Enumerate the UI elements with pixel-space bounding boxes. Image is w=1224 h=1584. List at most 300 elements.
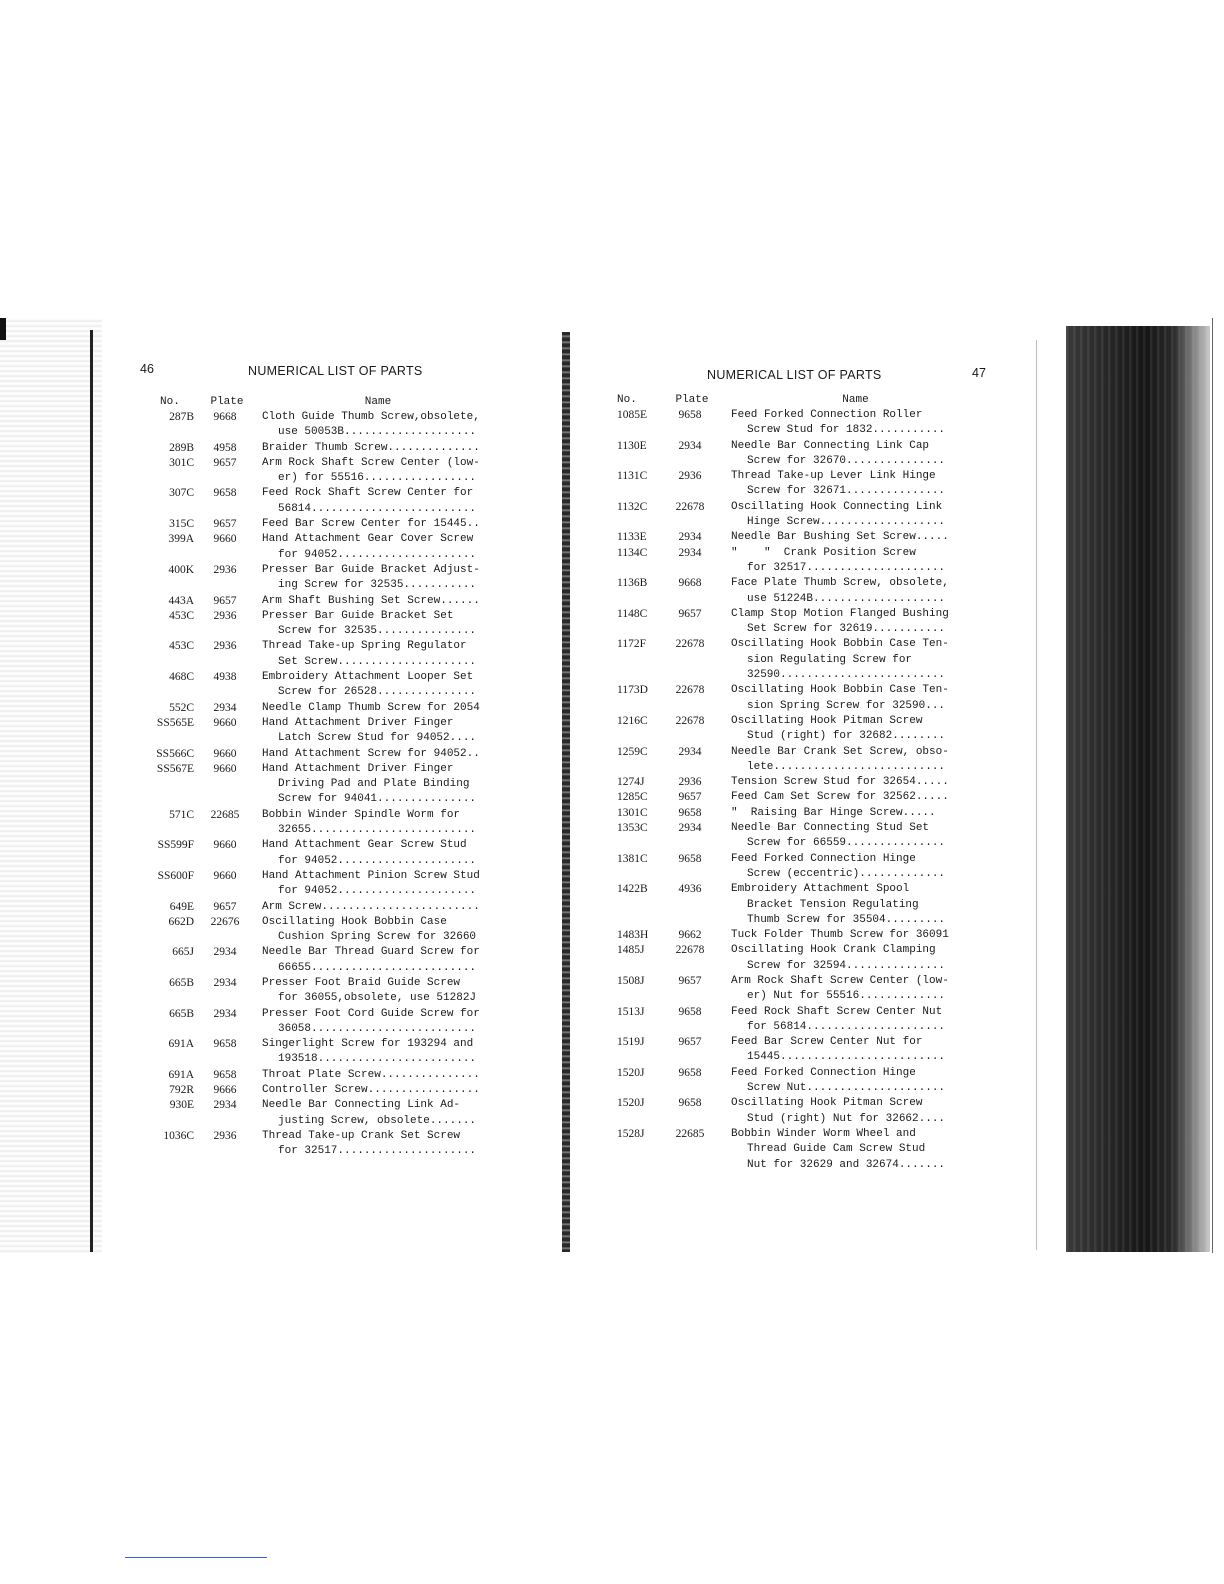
part-name-line: Nut for 32629 and 32674.......	[747, 1158, 946, 1171]
part-name	[250, 701, 500, 716]
table-row	[140, 670, 500, 701]
plate-number: 9668	[213, 411, 237, 423]
part-name-line: Embroidery Attachment Spool	[731, 883, 910, 896]
part-name-line: Bracket Tension Regulating	[747, 898, 919, 911]
plate-number: 9657	[678, 974, 702, 987]
part-number: 691A	[168, 1038, 194, 1051]
part-name-line: Needle Bar Connecting Link Ad-	[262, 1099, 461, 1112]
part-number: 1485J	[617, 944, 645, 957]
part-name	[725, 974, 990, 1005]
table-row	[140, 838, 500, 869]
part-number: 1301C	[617, 806, 648, 819]
table-row	[605, 530, 990, 545]
part-name	[725, 607, 990, 638]
part-name	[250, 716, 500, 747]
part-name-line: Thread Take-up Crank Set Screw	[262, 1129, 461, 1142]
table-row	[605, 928, 990, 943]
plate-number: 4958	[213, 441, 237, 454]
part-name-line: Presser Bar Guide Bracket Set	[262, 609, 454, 622]
part-number: 662D	[168, 915, 194, 928]
part-name-line: Feed Forked Connection Hinge	[731, 1066, 916, 1079]
part-name	[250, 563, 500, 594]
column-headers	[605, 394, 990, 408]
part-name-line: Tension Screw Stud for 32654.....	[731, 776, 949, 789]
part-number: 400K	[168, 563, 194, 576]
part-number: 1130E	[617, 439, 647, 452]
plate-number: 9658	[213, 1038, 237, 1051]
table-row	[605, 821, 990, 852]
plate-number: 9660	[213, 762, 237, 775]
plate-number: 9657	[678, 607, 702, 620]
plate-number: 2936	[213, 1129, 237, 1142]
part-name-line: Thread Guide Cam Screw Stud	[747, 1143, 926, 1156]
plate-number: 22685	[675, 1127, 705, 1140]
table-row	[140, 1007, 500, 1038]
bottom-link-underline	[125, 1557, 267, 1558]
part-name-line: Arm Shaft Bushing Set Screw......	[262, 594, 480, 607]
plate-number: 9660	[213, 869, 237, 882]
plate-number: 2934	[213, 946, 237, 959]
part-name	[725, 469, 990, 500]
book-gutter	[562, 332, 570, 1252]
part-name-line: " Raising Bar Hinge Screw.....	[731, 806, 936, 819]
plate-number: 9658	[678, 806, 702, 819]
part-number: 1134C	[617, 546, 648, 559]
part-name-line: Cushion Spring Screw for 32660	[278, 931, 477, 944]
part-number: 930E	[169, 1099, 194, 1112]
part-name-line: Oscillating Hook Bobbin Case Ten-	[731, 684, 949, 697]
scan-left-edge	[0, 318, 102, 1253]
part-name-line: Driving Pad and Plate Binding	[278, 778, 470, 791]
right-page-header	[605, 366, 990, 386]
plate-number: 9666	[213, 1084, 237, 1097]
part-number: 468C	[169, 671, 194, 684]
part-name	[725, 1127, 990, 1173]
part-name-line: Face Plate Thumb Screw, obsolete,	[731, 577, 949, 590]
part-name	[725, 1066, 990, 1097]
part-name	[250, 1129, 500, 1160]
part-name	[250, 808, 500, 839]
plate-number: 2936	[213, 640, 237, 653]
part-number: 1422B	[617, 883, 648, 896]
table-row	[140, 639, 500, 670]
part-name	[250, 1007, 500, 1038]
part-number: 1353C	[617, 822, 648, 835]
part-name-line: Thread Take-up Spring Regulator	[262, 640, 467, 653]
part-name-line: Bobbin Winder Spindle Worm for	[262, 808, 461, 821]
table-row	[140, 900, 500, 915]
part-name-line: Oscillating Hook Crank Clamping	[731, 944, 936, 957]
part-name-line: 15445.........................	[747, 1051, 946, 1064]
table-row	[605, 714, 990, 745]
part-name	[725, 408, 990, 439]
plate-number: 9657	[213, 518, 237, 531]
column-header-name: Name	[364, 396, 392, 408]
part-name-line: Clamp Stop Motion Flanged Bushing	[731, 607, 949, 620]
part-name-line: Stud (right) Nut for 32662....	[747, 1112, 946, 1125]
part-number: 792R	[169, 1084, 194, 1097]
part-number: 1274J	[617, 776, 645, 789]
plate-number: 9660	[213, 716, 237, 729]
part-name-line: Arm Screw........................	[262, 900, 480, 913]
plate-number: 9657	[678, 791, 702, 804]
part-name-line: Set Screw.....................	[278, 655, 477, 668]
table-row	[605, 500, 990, 531]
part-number: 1520J	[617, 1097, 645, 1110]
part-number: 443A	[168, 594, 194, 607]
part-name-line: Screw for 32594...............	[747, 959, 946, 972]
part-name	[250, 1037, 500, 1068]
part-name-line: Screw for 94041...............	[278, 793, 477, 806]
part-name-line: justing Screw, obsolete.......	[278, 1114, 477, 1127]
part-name-line: Screw for 32670...............	[747, 454, 946, 467]
part-name-line: 32655.........................	[278, 824, 477, 837]
left-page	[140, 362, 500, 1160]
part-name-line: Hand Attachment Screw for 94052..	[262, 747, 480, 760]
part-number: SS600F	[157, 869, 194, 882]
part-name-line: for 56814.....................	[747, 1020, 946, 1033]
part-name-line: Hand Attachment Gear Cover Screw	[262, 533, 474, 546]
table-row	[605, 1035, 990, 1066]
plate-number: 2934	[213, 1099, 237, 1112]
part-name	[725, 683, 990, 714]
part-number: 1519J	[617, 1036, 645, 1049]
part-name-line: Needle Bar Connecting Link Cap	[731, 439, 930, 452]
part-number: 453C	[169, 640, 194, 653]
part-number: 1148C	[617, 607, 648, 620]
part-name-line: Hand Attachment Driver Finger	[262, 716, 454, 729]
part-number: 571C	[169, 808, 194, 821]
table-row	[605, 408, 990, 439]
plate-number: 22678	[675, 714, 705, 727]
part-name-line: Controller Screw.................	[262, 1084, 480, 1097]
part-number: 1520J	[617, 1066, 645, 1079]
part-number: 1173D	[617, 684, 648, 697]
part-name-line: Feed Forked Connection Hinge	[731, 852, 916, 865]
part-name	[725, 821, 990, 852]
table-row	[605, 745, 990, 776]
left-page-header	[140, 362, 500, 382]
part-name-line: Braider Thumb Screw..............	[262, 441, 480, 454]
part-number: 691A	[168, 1068, 194, 1081]
table-row	[605, 607, 990, 638]
plate-number: 9668	[678, 577, 702, 590]
part-name-line: Feed Rock Shaft Screw Center Nut	[731, 1005, 943, 1018]
part-number: 1483H	[617, 929, 649, 942]
part-name-line: ing Screw for 32535...........	[278, 579, 477, 592]
part-number: SS599F	[157, 839, 194, 852]
part-name	[725, 1005, 990, 1036]
part-name	[250, 747, 500, 762]
part-name-line: use 50053B....................	[278, 426, 477, 439]
part-name	[725, 714, 990, 745]
part-name-line: Oscillating Hook Connecting Link	[731, 500, 943, 513]
table-row	[605, 576, 990, 607]
plate-number: 2934	[213, 1007, 237, 1020]
plate-number: 9658	[678, 1005, 702, 1018]
table-row	[605, 469, 990, 500]
table-row	[140, 716, 500, 747]
part-name-line: sion Spring Screw for 32590...	[747, 699, 946, 712]
page-number: 47	[972, 366, 986, 380]
part-name	[250, 486, 500, 517]
part-name	[250, 594, 500, 609]
plate-number: 2934	[213, 701, 237, 714]
plate-number: 9657	[213, 456, 237, 469]
part-name-line: Feed Rock Shaft Screw Center for	[262, 487, 474, 500]
table-row	[140, 441, 500, 456]
part-name-line: Arm Rock Shaft Screw Center (low-	[731, 974, 949, 987]
plate-number: 2934	[213, 976, 237, 989]
table-row	[140, 563, 500, 594]
part-number: 315C	[169, 518, 194, 531]
part-name	[250, 456, 500, 487]
part-name-line: Hand Attachment Pinion Screw Stud	[262, 869, 480, 882]
part-number: 1216C	[617, 714, 648, 727]
table-row	[605, 852, 990, 883]
part-name-line: Needle Clamp Thumb Screw for 2054	[262, 701, 480, 714]
part-number: 1132C	[617, 500, 648, 513]
part-name	[725, 806, 990, 821]
column-header-no: No.	[617, 394, 637, 406]
scan-right-dark-edge	[1066, 326, 1210, 1252]
part-name	[250, 410, 500, 441]
column-headers	[140, 396, 500, 410]
table-row	[140, 609, 500, 640]
part-number: 649E	[169, 900, 194, 913]
part-number: 1133E	[617, 531, 647, 544]
part-name-line: for 94052.....................	[278, 854, 477, 867]
part-name	[250, 915, 500, 946]
part-name-line: Embroidery Attachment Looper Set	[262, 671, 474, 684]
table-row	[140, 1068, 500, 1083]
part-number: 665B	[169, 1007, 194, 1020]
part-name	[250, 900, 500, 915]
column-header-plate: Plate	[210, 396, 244, 408]
part-name	[725, 1096, 990, 1127]
part-number: SS565E	[156, 716, 194, 729]
part-name	[250, 1098, 500, 1129]
part-number: 399A	[168, 533, 194, 546]
plate-number: 9660	[213, 747, 237, 760]
part-name	[725, 530, 990, 545]
table-row	[140, 1037, 500, 1068]
table-row	[140, 517, 500, 532]
part-name-line: Throat Plate Screw...............	[262, 1068, 480, 1081]
part-name-line: Arm Rock Shaft Screw Center (low-	[262, 456, 480, 469]
part-name	[725, 928, 990, 943]
part-name-line: Screw (eccentric).............	[747, 867, 946, 880]
column-header-plate: Plate	[675, 394, 709, 406]
part-name	[725, 439, 990, 470]
part-name	[250, 609, 500, 640]
plate-number: 2936	[678, 776, 702, 789]
part-name-line: for 32517.....................	[747, 561, 946, 574]
table-row	[605, 683, 990, 714]
part-name-line: Bobbin Winder Worm Wheel and	[731, 1127, 916, 1140]
part-name-line: lete..........................	[747, 760, 946, 773]
table-row	[140, 1083, 500, 1098]
part-number: 1036C	[163, 1129, 194, 1142]
part-name	[250, 1068, 500, 1083]
part-name	[725, 882, 990, 928]
part-name-line: Screw for 66559...............	[747, 837, 946, 850]
plate-number: 9658	[678, 1066, 702, 1079]
part-number: 1259C	[617, 745, 648, 758]
part-number: 1381C	[617, 852, 648, 865]
table-row	[140, 808, 500, 839]
part-name-line: er) for 55516.................	[278, 472, 477, 485]
part-name-line: for 36055,obsolete, use 51282J	[278, 992, 477, 1005]
parts-list	[140, 410, 500, 1160]
plate-number: 9658	[213, 487, 237, 500]
page-number: 46	[140, 362, 154, 376]
part-name	[725, 546, 990, 577]
part-name-line: Feed Bar Screw Center Nut for	[731, 1036, 923, 1049]
plate-number: 22685	[210, 808, 240, 821]
plate-number: 2934	[678, 822, 702, 835]
part-name	[725, 745, 990, 776]
table-row	[605, 775, 990, 790]
table-row	[605, 806, 990, 821]
part-number: 307C	[169, 487, 194, 500]
part-name	[725, 637, 990, 683]
part-name-line: Screw Stud for 1832...........	[747, 424, 946, 437]
plate-number: 9657	[213, 900, 237, 913]
table-row	[605, 546, 990, 577]
table-row	[605, 637, 990, 683]
part-name-line: Needle Bar Crank Set Screw, obso-	[731, 745, 949, 758]
table-row	[140, 594, 500, 609]
part-number: 1131C	[617, 470, 648, 483]
table-row	[605, 1066, 990, 1097]
part-name-line: 56814.........................	[278, 502, 477, 515]
part-number: 1172F	[617, 638, 646, 651]
part-name	[725, 576, 990, 607]
plate-number: 9657	[213, 594, 237, 607]
part-name-line: Oscillating Hook Bobbin Case Ten-	[731, 638, 949, 651]
plate-number: 9658	[678, 852, 702, 865]
part-number: 665J	[172, 946, 194, 959]
table-row	[140, 869, 500, 900]
part-name-line: Needle Bar Connecting Stud Set	[731, 822, 930, 835]
part-number: SS567E	[156, 762, 194, 775]
plate-number: 22678	[675, 500, 705, 513]
part-name-line: Stud (right) for 32682........	[747, 730, 946, 743]
plate-number: 2936	[678, 470, 702, 483]
part-number: 1528J	[617, 1127, 645, 1140]
part-name-line: 66655.........................	[278, 961, 477, 974]
part-name	[250, 639, 500, 670]
plate-number: 9658	[213, 1068, 237, 1081]
plate-number: 2936	[213, 609, 237, 622]
part-name-line: use 51224B....................	[747, 592, 946, 605]
plate-number: 22678	[675, 684, 705, 697]
plate-number: 4936	[678, 883, 702, 896]
part-name-line: Screw for 26528...............	[278, 686, 477, 699]
plate-number: 2934	[678, 531, 702, 544]
table-row	[140, 976, 500, 1007]
part-name-line: Tuck Folder Thumb Screw for 36091	[731, 929, 949, 942]
plate-number: 22678	[675, 944, 705, 957]
plate-number: 9657	[678, 1036, 702, 1049]
part-name	[250, 762, 500, 808]
plate-number: 9658	[678, 1097, 702, 1110]
plate-number: 22678	[675, 638, 705, 651]
part-name	[250, 670, 500, 701]
table-row	[140, 456, 500, 487]
part-name-line: 32590.........................	[747, 669, 946, 682]
part-name-line: Cloth Guide Thumb Screw,obsolete,	[262, 411, 480, 423]
part-number: SS566C	[156, 747, 194, 760]
part-name-line: Singerlight Screw for 193294 and	[262, 1038, 474, 1051]
part-name-line: Presser Foot Cord Guide Screw for	[262, 1007, 480, 1020]
part-name	[725, 775, 990, 790]
table-row	[605, 974, 990, 1005]
table-row	[605, 1096, 990, 1127]
table-row	[140, 747, 500, 762]
part-name-line: " " Crank Position Screw	[731, 546, 916, 559]
part-number: 1285C	[617, 791, 648, 804]
table-row	[140, 762, 500, 808]
part-name-line: Feed Forked Connection Roller	[731, 409, 923, 421]
part-name-line: Needle Bar Bushing Set Screw.....	[731, 531, 949, 544]
plate-number: 2934	[678, 546, 702, 559]
plate-number: 9660	[213, 839, 237, 852]
part-number: 289B	[169, 441, 194, 454]
part-name-line: for 94052.....................	[278, 885, 477, 898]
part-number: 665B	[169, 976, 194, 989]
table-row	[605, 882, 990, 928]
part-name	[250, 945, 500, 976]
part-name	[725, 790, 990, 805]
plate-number: 2934	[678, 439, 702, 452]
part-name-line: Screw for 32671...............	[747, 485, 946, 498]
table-row	[605, 790, 990, 805]
column-header-no: No.	[160, 396, 180, 408]
part-name	[250, 517, 500, 532]
part-name-line: Feed Bar Screw Center for 15445..	[262, 518, 480, 531]
part-name-line: for 94052.....................	[278, 548, 477, 561]
part-number: 287B	[169, 411, 194, 423]
part-name	[250, 532, 500, 563]
part-name-line: Thread Take-up Lever Link Hinge	[731, 470, 936, 483]
part-number: 1136B	[617, 577, 648, 590]
part-name-line: Oscillating Hook Bobbin Case	[262, 915, 447, 928]
table-row	[140, 701, 500, 716]
plate-number: 22676	[210, 915, 240, 928]
plate-number: 9662	[678, 929, 702, 942]
running-head: NUMERICAL LIST OF PARTS	[248, 364, 423, 378]
table-row	[140, 1129, 500, 1160]
part-name-line: Screw for 32535...............	[278, 625, 477, 638]
part-name-line: Needle Bar Thread Guard Screw for	[262, 946, 480, 959]
part-name-line: 193518........................	[278, 1053, 477, 1066]
table-row	[140, 410, 500, 441]
part-number: 1513J	[617, 1005, 645, 1018]
part-name-line: Thumb Screw for 35504.........	[747, 913, 946, 926]
parts-list	[605, 408, 990, 1173]
part-name-line: for 32517.....................	[278, 1145, 477, 1158]
part-number: 1085E	[617, 409, 648, 421]
part-name-line: Feed Cam Set Screw for 32562.....	[731, 791, 949, 804]
part-name-line: Oscillating Hook Pitman Screw	[731, 1097, 923, 1110]
column-header-name: Name	[842, 394, 869, 406]
running-head: NUMERICAL LIST OF PARTS	[707, 368, 882, 382]
table-row	[605, 943, 990, 974]
table-row	[605, 1127, 990, 1173]
part-name	[725, 1035, 990, 1066]
